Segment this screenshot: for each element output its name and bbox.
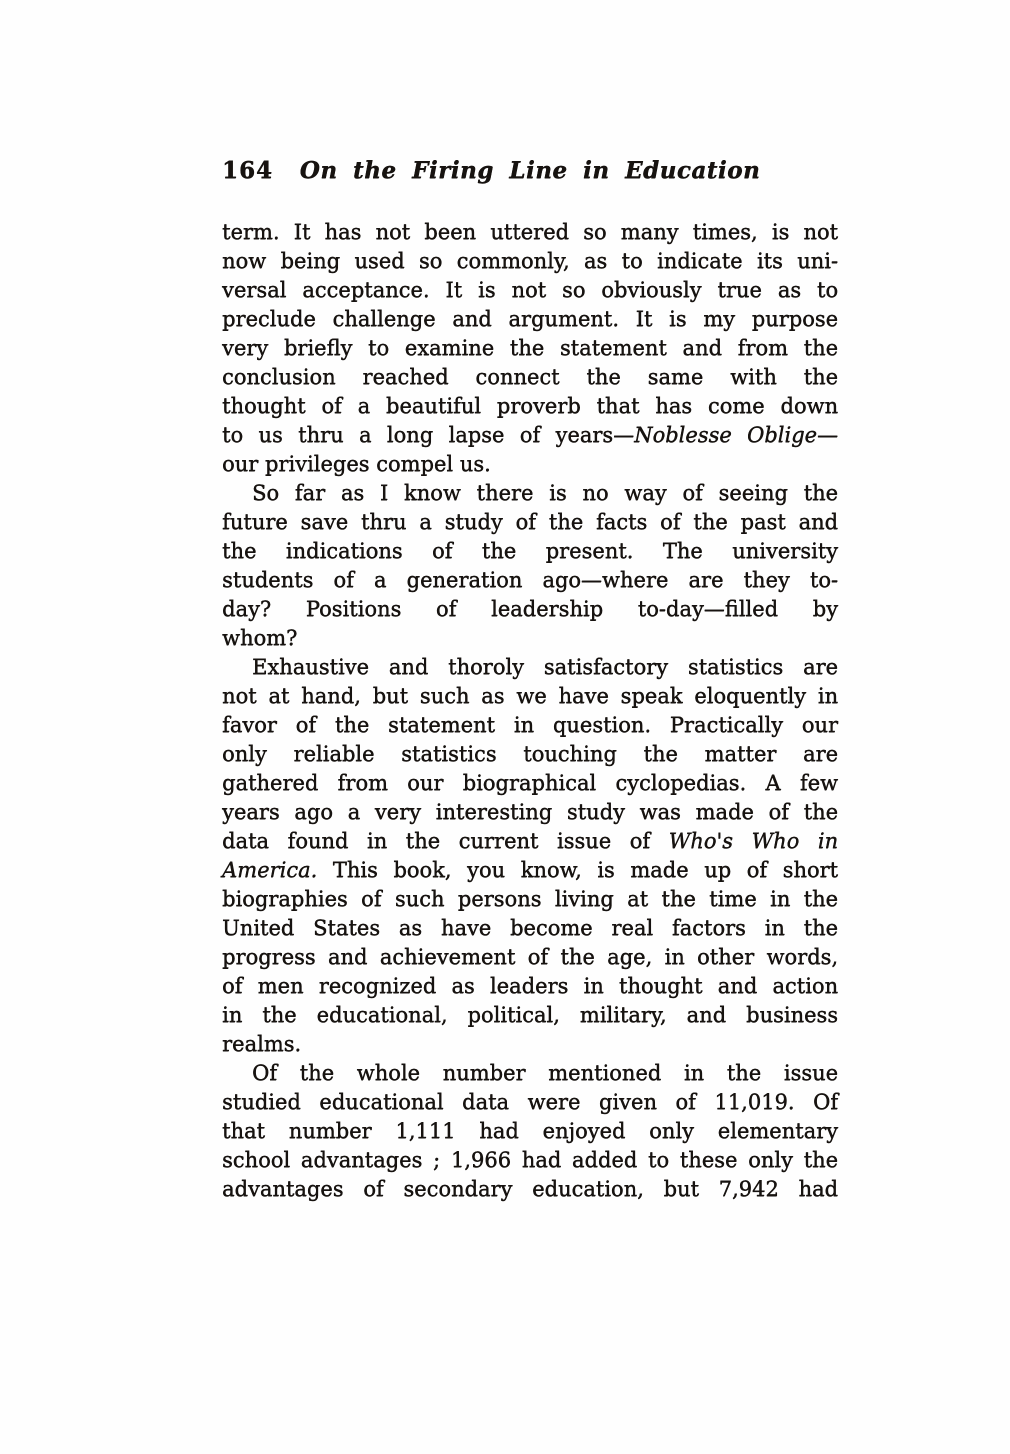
paragraph: [222, 653, 838, 1059]
text-line: very briefly to examine the statement and from the: [222, 336, 838, 360]
text-column: [222, 156, 838, 1204]
text-line: studied educational data were given of 11,019. Of: [222, 1090, 838, 1114]
text-line: future save thru a study of the facts of the past and: [222, 510, 838, 534]
paragraph: [222, 479, 838, 653]
text-line: data found in the current issue of Who's Who in: [222, 829, 838, 853]
text-line: whom?: [222, 626, 298, 650]
text-line: thought of a beautiful proverb that has come down: [222, 394, 838, 418]
text-line: the indications of the present. The university: [222, 539, 838, 563]
text-line: that number 1,111 had enjoyed only elementary: [222, 1119, 838, 1143]
text-line: America. This book, you know, is made up of short: [222, 858, 838, 882]
text-line: school advantages ; 1,966 had added to these only the: [222, 1148, 838, 1172]
text-line: advantages of secondary education, but 7,942 had: [222, 1177, 838, 1201]
running-title: On the Firing Line in Education: [299, 157, 761, 184]
text-line: of men recognized as leaders in thought and action: [222, 974, 838, 998]
text-line: So far as I know there is no way of seeing the: [252, 481, 838, 505]
page-header: [222, 156, 838, 186]
text-line: progress and achievement of the age, in other words,: [222, 945, 838, 969]
text-line: to us thru a long lapse of years—Noblesse Oblige—: [222, 423, 838, 447]
text-line: conclusion reached connect the same with the: [222, 365, 838, 389]
text-line: Exhaustive and thoroly satisfactory statistics are: [252, 655, 838, 679]
text-line: United States as have become real factors in the: [222, 916, 838, 940]
italic-text: Who's Who in: [668, 829, 838, 853]
text-line: only reliable statistics touching the matter are: [222, 742, 838, 766]
text-line: day? Positions of leadership to-day—filled by: [222, 597, 838, 621]
text-line: now being used so commonly, as to indicate its uni-: [222, 249, 838, 273]
page-number: 164: [222, 157, 274, 184]
body-text: [222, 218, 838, 1204]
italic-text: Noblesse Oblige: [634, 423, 817, 447]
text-line: not at hand, but such as we have speak eloquently in: [222, 684, 838, 708]
text-line: students of a generation ago—where are they to-: [222, 568, 838, 592]
text-line: in the educational, political, military, and business: [222, 1003, 838, 1027]
paragraph: [222, 218, 838, 479]
text-line: preclude challenge and argument. It is my purpose: [222, 307, 838, 331]
italic-text: America.: [222, 858, 318, 882]
paragraph: [222, 1059, 838, 1204]
text-line: Of the whole number mentioned in the issue: [252, 1061, 838, 1085]
text-line: biographies of such persons living at the time in the: [222, 887, 838, 911]
text-line: our privileges compel us.: [222, 452, 491, 476]
text-line: gathered from our biographical cyclopedias. A few: [222, 771, 838, 795]
text-line: versal acceptance. It is not so obviously true as to: [222, 278, 838, 302]
text-line: realms.: [222, 1032, 302, 1056]
text-line: term. It has not been uttered so many times, is not: [222, 220, 838, 244]
text-line: years ago a very interesting study was made of the: [222, 800, 838, 824]
text-line: favor of the statement in question. Practically our: [222, 713, 838, 737]
